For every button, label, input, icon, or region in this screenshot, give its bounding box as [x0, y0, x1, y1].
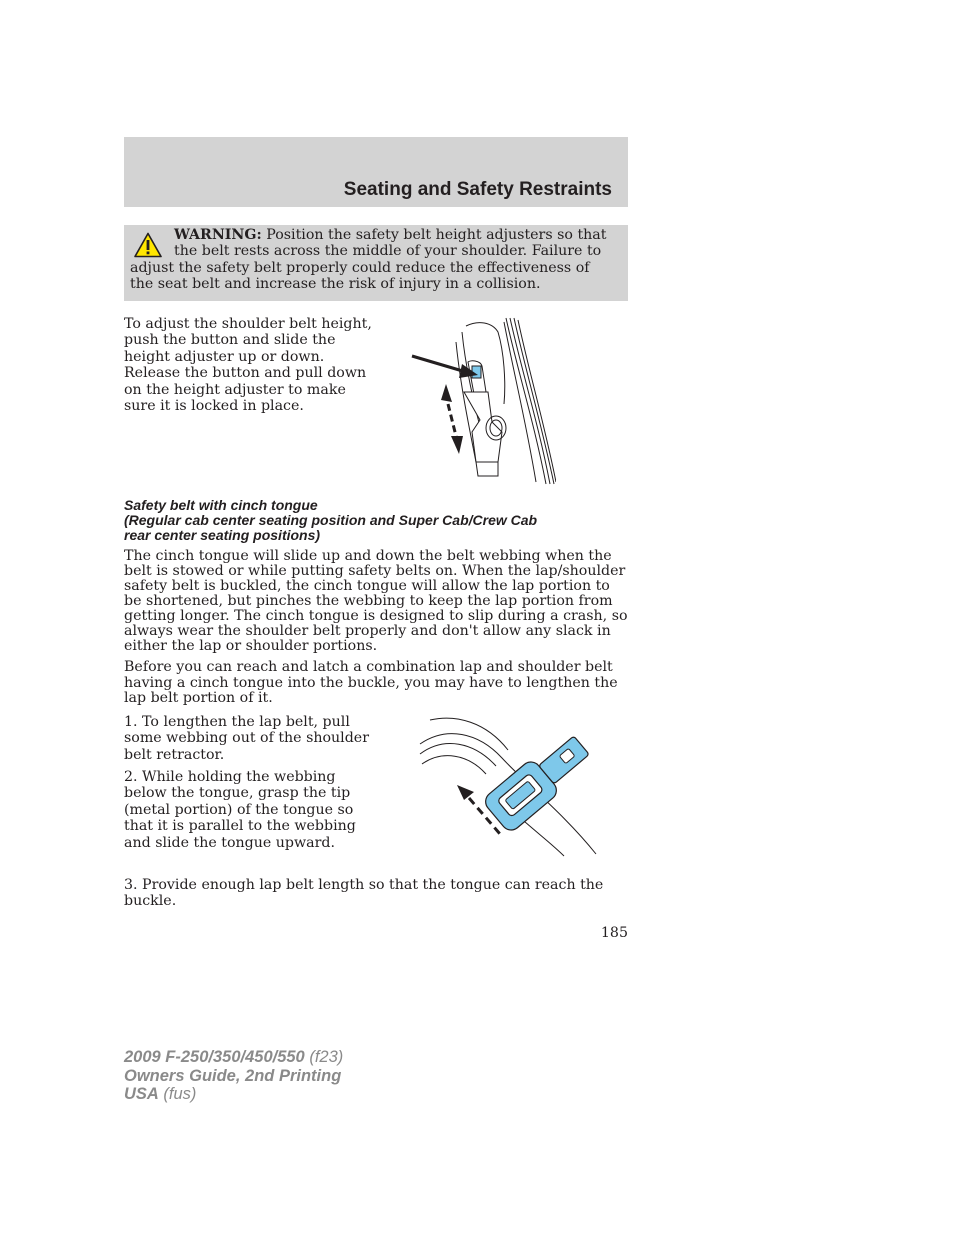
cinch-tongue-illustration: [416, 714, 598, 858]
warning-text: [130, 227, 616, 293]
warning-body: Position the safety belt height adjusters so that the belt rests across the middle of your shoulder. Failure to adjust the safety belt properly could reduce the effectiveness of the seat belt and increase the risk of injury in a collision.: [130, 227, 607, 293]
cinch-tongue-paragraph: The cinch tongue will slide up and down the belt webbing when the belt is stowed or while putting safety belts on. When the lap/shoulder safety belt is buckled, the cinch tongue will allow the lap portion to be shortened, but pinches the webbing to keep the lap portion from getting longer. The cinch tongue is designed to slip during a crash, so always wear the shoulder belt properly and don't allow any slack in either the lap or shoulder portions.: [124, 548, 628, 654]
footer-model: 2009 F-250/350/450/550: [124, 1048, 305, 1066]
lengthen-intro-paragraph: Before you can reach and latch a combination lap and shoulder belt having a cinch tongue into the buckle, you may have to lengthen the lap belt portion of it.: [124, 659, 618, 706]
height-adjuster-illustration: [406, 312, 556, 486]
step-1: 1. To lengthen the lap belt, pull some webbing out of the shoulder belt retractor.: [124, 714, 369, 763]
step-3: 3. Provide enough lap belt length so that the tongue can reach the buckle.: [124, 877, 604, 910]
footer-model-code: (f23): [304, 1048, 344, 1066]
height-adjuster-paragraph: To adjust the shoulder belt height, push the button and slide the height adjuster up or down. Release the button and pull down on the height adjuster to make sure it is locked in place.: [124, 316, 372, 415]
footer-document-info: [124, 1048, 343, 1104]
step-2: 2. While holding the webbing below the tongue, grasp the tip (metal portion) of the tongue so that it is parallel to the webbing and slide the tongue upward.: [124, 769, 356, 851]
heading-line-2: (Regular cab center seating position and Super Cab/Crew Cab: [124, 512, 538, 528]
page-title: Seating and Safety Restraints: [343, 179, 612, 200]
warning-box: [124, 225, 628, 301]
page-number: 185: [600, 925, 628, 941]
footer-region: USA: [124, 1085, 159, 1103]
heading-line-1: Safety belt with cinch tongue: [124, 497, 318, 513]
footer-region-code: (fus): [158, 1085, 197, 1103]
heading-line-3: rear center seating positions): [124, 527, 321, 543]
warning-label: WARNING:: [174, 227, 262, 243]
footer-printing: Owners Guide, 2nd Printing: [124, 1066, 342, 1085]
cinch-tongue-heading: [124, 498, 624, 543]
section-header: [124, 137, 628, 207]
